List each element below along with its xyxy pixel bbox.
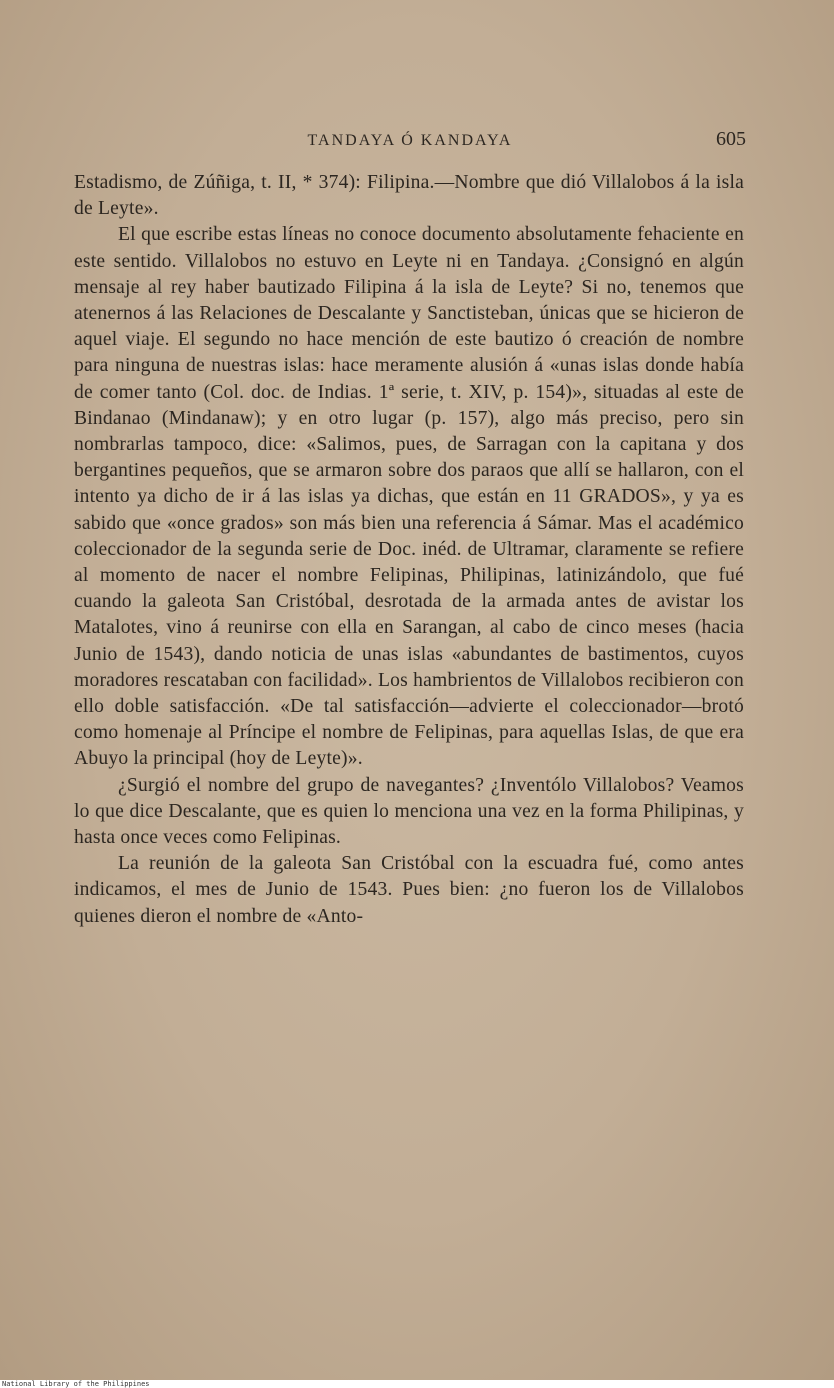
paragraph-3: ¿Surgió el nombre del grupo de navegantes? ¿Inventólo Villalobos? Veamos lo que dice Descalante, que es quien lo menciona una vez en la forma Philipinas, y hasta once veces como Felipinas.	[74, 774, 744, 849]
running-head	[74, 128, 746, 156]
running-title: TANDAYA Ó KANDAYA	[307, 132, 513, 149]
paragraph-1: Estadismo, de Zúñiga, t. II, * 374): Filipina.—Nombre que dió Villalobos á la isla de Leyte».	[74, 172, 744, 220]
body-text	[74, 170, 744, 930]
paragraph-2: El que escribe estas líneas no conoce documento absolutamente fehaciente en este sentido. Villalobos no estuvo en Leyte ni en Tandaya. ¿Consignó en algún mensaje al rey haber bautizado Filipina á la isla de Leyte? Si no, tenemos que atenernos á las Relaciones de Descalante y Sanctisteban, únicas que se hicieron de aquel viaje. El segundo no hace mención de este bautizo ó creación de nombre para ninguna de nuestras islas: hace meramente alusión á «unas islas donde había de comer tanto (Col. doc. de Indias. 1ª serie, t. XIV, p. 154)», situadas al este de Bindanao (Mindanaw); y en otro lugar (p. 157), algo más preciso, pero sin nombrarlas tampoco, dice: «Salimos, pues, de Sarragan con la capitana y dos bergantines pequeños, que se armaron sobre dos paraos que allí se hallaron, con el intento ya dicho de ir á las islas ya dichas, que están en 11 GRADOS», y ya es sabido que «once grados» son más bien una referencia á Sámar. Mas el académico coleccionador de la segunda serie de Doc. inéd. de Ultramar, claramente se refiere al momento de nacer el nombre Felipinas, Philipinas, latinizándolo, que fué cuando la galeota San Cristóbal, desrotada de la armada antes de avistar los Matalotes, vino á reunirse con ella en Sarangan, al cabo de cinco meses (hacia Junio de 1543), dando noticia de unas islas «abundantes de bastimentos, cuyos moradores rescataban con facilidad». Los hambrientos de Villalobos recibieron con ello doble satisfacción. «De tal satisfacción—advierte el coleccionador—brotó como homenaje al Príncipe el nombre de Felipinas, para aquellas Islas, de que era Abuyo la principal (hoy de Leyte)».	[74, 224, 744, 770]
footer-credit: National Library of the Philippines	[0, 1380, 834, 1388]
page-number: 605	[716, 128, 746, 150]
paragraph-4: La reunión de la galeota San Cristóbal con la escuadra fué, como antes indicamos, el mes de Junio de 1543. Pues bien: ¿no fueron los de Villalobos quienes dieron el nombre de «Anto-	[74, 853, 744, 927]
